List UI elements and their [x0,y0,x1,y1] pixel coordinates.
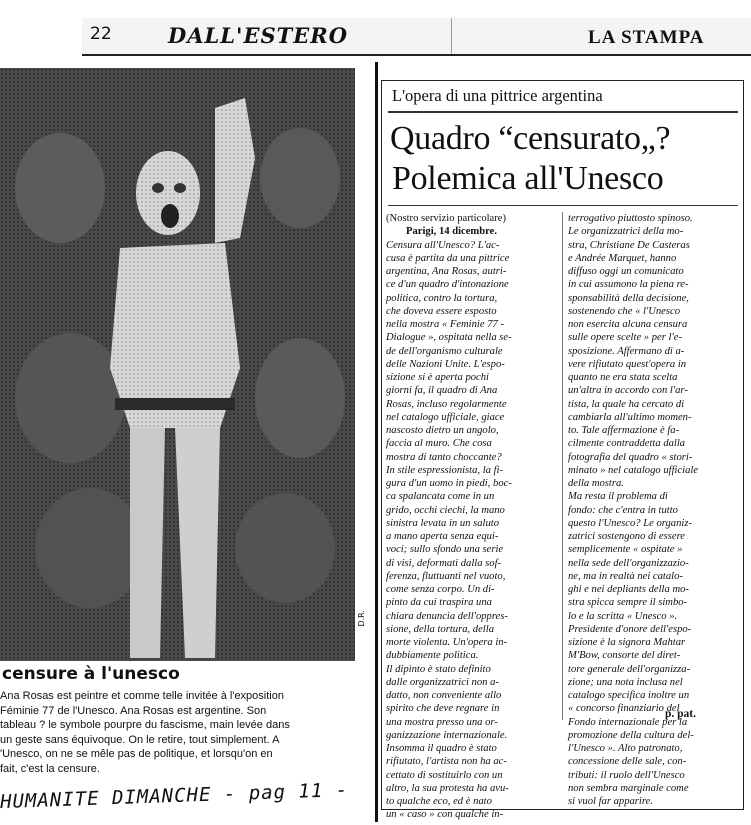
article-line: semplicemente « ospitate » [568,544,683,556]
article-line: « concorso finanziario del [568,703,680,715]
article-line: non esercita alcuna censura [568,319,688,330]
article-line: sizione si è aperta pochi [386,372,489,383]
article-line: cilmente contraddetta dalla [568,438,686,450]
article-line: sione, della tortura, della [386,623,494,635]
article-line: della mostra. [568,478,624,489]
article-line: to qualche eco, ed è nato [386,796,492,807]
article-line: giorni fa, il quadro di Ana [386,385,498,397]
article-line: Il dipinto è stato definito [386,663,491,675]
article-line: to. Tale affermazione è fa- [568,425,680,436]
article-line: una mostra presso una or- [386,716,498,728]
clipping-line: tableau ? le symbole pourpre du fascisme, main levée dans [0,719,290,732]
article-line: Presidente d'onore dell'espo- [568,623,692,635]
page-number: 22 [90,24,112,44]
article-line: promozione della cultura del- [568,729,694,741]
article-line: sostenendo che « l'Unesco [568,305,680,317]
article-line: zatrici sostengono di essere [568,531,686,542]
article-line: ghi e nei depliants della mo- [568,584,689,595]
article-line: voci; sullo sfondo una serie [386,544,504,556]
article-signature: p. pat. [665,708,696,720]
article-kicker: L'opera di una pittrice argentina [392,86,603,105]
article-line: Censura all'Unesco? L'ac- [386,239,500,251]
article-line: catalogo specifica inoltre un [568,690,690,701]
headline-line-1: Quadro “censurato„? [390,120,671,157]
article-line: sulle opere scelte » per l'e- [568,332,682,344]
article-line: dalle organizzatrici non a- [386,676,499,688]
article-column-2 [568,212,744,808]
article-line: diffuso oggi un comunicato [568,266,684,277]
article-line: grido, occhi ciechi, la mano [386,504,505,516]
article-column-1 [386,212,558,822]
article-line: zione; una nota inclusa nel [568,676,683,688]
clipping-edge [375,62,378,822]
article-line: lo e la scritta « Unesco ». [568,610,678,622]
article-line: minato » nel catalogo ufficiale [568,464,699,476]
article-line: come senza corpo. Un di- [386,584,495,595]
article-line: tista, la quale ha cercato di [568,398,685,410]
header-divider [451,18,452,54]
article-line: Le organizzatrici della mo- [568,226,684,238]
article-line: ganizzazione internazionale. [386,729,508,741]
column-1-text [386,239,558,822]
article-line: datto, non conveniente allo [386,690,502,701]
article-line: nella mostra « Feminie 77 - [386,319,504,330]
article-line: delle Nazioni Unite. L'espo- [386,358,505,370]
article-line: nella sede dell'organizzazio- [568,557,689,569]
article-line: sinistra levata in un saluto [386,517,500,529]
article-line: Rosas, incluso regolarmente [386,398,507,410]
clipping-body [0,689,372,777]
section-title: DALL'ESTERO [168,23,349,48]
masthead: LA STAMPA [588,27,705,48]
article-line: rifiutato, l'artista non ha ac- [386,756,507,768]
clipping-title: censure à l'unesco [2,664,180,684]
article-line: nel catalogo ufficiale, giace [386,411,505,423]
article-line: dubbiamente politica. [386,650,479,662]
handwritten-note: HUMANITE DIMANCHE - pag 11 - [0,778,349,814]
article-line: un « caso » con qualche in- [386,809,504,821]
article-line: M'Bow, consorte del diret- [568,650,681,662]
article-line: Insomma il quadro è stato [386,743,497,754]
column-divider [562,212,563,720]
article-line: altro, la sua protesta ha avu- [386,782,509,794]
article-line: questo l'Unesco? Le organiz- [568,517,692,529]
painting-photo [0,68,355,661]
article-line: mostra di tanto choccante? [386,451,502,463]
article-line: sposizione. Affermano di a- [568,345,685,357]
article-line: terrogativo piuttosto spinoso. [568,213,693,224]
article-line: In stile espressionista, la fi- [386,464,504,476]
article-line: spirito che deve regnare in [386,703,500,715]
article-line: si vuol far apparire. [568,796,653,807]
painting-illustration [0,68,355,661]
article-line: fotografia del quadro « stori- [568,451,693,463]
article-line: sponsabilità della decisione, [568,292,689,304]
article-line: ce d'un quadro d'intonazione [386,279,509,291]
article-line: e Andrée Marquet, hanno [568,252,677,264]
clipping-line: 'Unesco, on ne se mêle pas de politique, et lorsqu'on en [0,748,273,761]
article-line: argentina, Ana Rosas, autri- [386,266,507,277]
article-line: pinto da cui traspira una [386,597,492,609]
article-line: sizione è la signora Mahtar [568,637,686,648]
article-line: ferenza, fluttuanti nel vuoto, [386,570,506,582]
article-line: Fondo internazionale per la [568,716,688,728]
article-line: chiara denuncia dell'oppres- [386,610,508,622]
article-line: politica, contro la tortura, [386,292,498,304]
article-line: di visi, deformati dalla sof- [386,557,502,569]
article-line: cettato di sostituirlo con un [386,769,503,781]
article-line: un'altra in accordo con l'ar- [568,385,688,397]
article-line: faccia al muro. Che cosa [386,438,492,450]
article-line: de dell'organismo culturale [386,345,503,357]
article-line: ca spalancata come in un [386,491,495,503]
article-line: cambiarla all'ultimo momen- [568,411,692,423]
headline-line-2: Polemica all'Unesco [392,160,664,197]
clipping-line: un geste sans équivoque. On le retire, tout simplement. A [0,733,280,746]
clipping-line: fait, c'est la censure. [0,762,100,775]
article-line: stra spicca sempre il simbo- [568,597,688,609]
article-line: stra, Christiane De Casteras [568,239,690,251]
article-line: cusa è partita da una pittrice [386,252,510,264]
clipping-line: Féminie 77 de l'Unesco. Ana Rosas est argentine. Son [0,704,267,717]
article-line: vere rifiutato quest'opera in [568,358,687,370]
dateline: Parigi, 14 dicembre. [406,226,498,238]
byline: (Nostro servizio particolare) [386,213,507,224]
kicker-rule [388,111,738,113]
column-2-text [568,212,744,808]
article-line: che doveva essere esposto [386,305,497,317]
article-line: concessione delle sale, con- [568,756,687,768]
article-line: fondo: che c'entra in tutto [568,504,678,516]
headline-rule [388,205,738,206]
article-line: in cui assumono la piena re- [568,279,689,291]
article-line: a mano aperta senza equi- [386,531,499,542]
article-line: ne, ma in realtà nei catalo- [568,570,683,582]
clipping-line: Ana Rosas est peintre et comme telle invitée à l'exposition [0,690,284,702]
article-line: morte violenta. Un'opera in- [386,637,508,648]
article-line: non sembra marginale come [568,782,689,794]
article-line: Ma resta il problema di [568,491,668,503]
article-line: gura d'un uomo in piedi, boc- [386,478,512,489]
article-line: Dialogue », ospitata nella se- [386,332,512,344]
article-line: quanto ne era stata scelta [568,372,678,383]
photo-credit: D.R. [357,610,366,627]
article-line: tributi: il ruolo dell'Unesco [568,769,685,781]
article-line: tore generale dell'organizza- [568,663,691,675]
article-line: nascosto dietro un angolo, [386,425,499,436]
article-line: l'Unesco ». Alto patronato, [568,743,683,754]
